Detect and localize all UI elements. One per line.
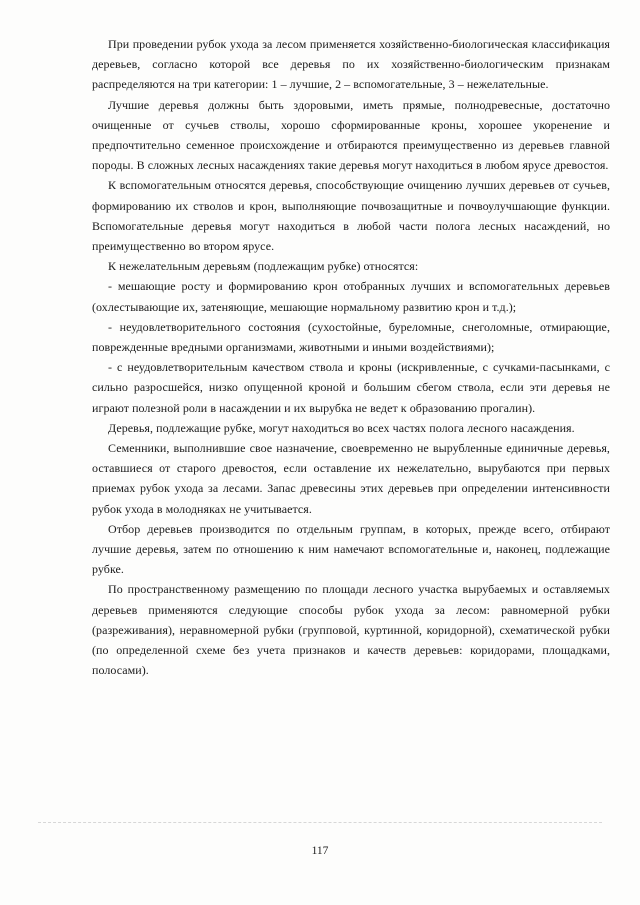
body-text (92, 34, 610, 681)
list-item-poor-condition: - неудовлетворительного состояния (сухостойные, буреломные, снеголомные, отмирающие, поврежденные вредными организмами, животными и иными воздействиями); (92, 319, 610, 355)
paragraph-auxiliary-trees: К вспомогательным относятся деревья, способствующие очищению лучших деревьев от сучьев, формированию их стволов и крон, выполняющие почвозащитные и почвоулучшающие функции. Вспомогательные деревья могут находиться в любой части полога лесных насаждений, но преимущественно во втором ярусе. (92, 178, 610, 254)
paragraph-best-trees: Лучшие деревья должны быть здоровыми, иметь прямые, полнодревесные, достаточно очищенные от сучьев стволы, хорошо сформированные кроны, хорошее укоренение и предпочтительно семенное происхождение и отбираются преимущественно из деревьев главной породы. В сложных лесных насаждениях такие деревья могут находиться в любом ярусе древостоя. (92, 97, 610, 173)
paragraph-spatial-methods: По пространственному размещению по площади лесного участка вырубаемых и оставляемых деревьев применяются следующие способы рубок ухода за лесом: равномерной рубки (разреживания), неравномерной рубки (групповой, куртинной, коридорной), схематической рубки (по определенной схеме без учета признаков и качеств деревьев: коридорами, площадками, полосами). (92, 582, 610, 678)
paragraph-canopy: Деревья, подлежащие рубке, могут находиться во всех частях полога лесного насаждения. (108, 420, 575, 435)
list-item-interfering: - мешающие росту и формированию крон отобранных лучших и вспомогательных деревьев (охлестывающие их, затеняющие, мешающие нормальному развитию крон и т.д.); (92, 279, 610, 314)
list-item-poor-quality: - с неудовлетворительным качеством ствола и кроны (искривленные, с сучками-пасынками, с сильно разросшейся, низко опущенной кроной и большим сбегом ствола, если эти деревья не играют полезной роли в насаждении и их вырубка не ведет к образованию прогалин). (92, 360, 610, 415)
paragraph-undesirable-intro: К нежелательным деревьям (подлежащим рубке) относятся: (108, 259, 419, 274)
paragraph-selection: Отбор деревьев производится по отдельным группам, в которых, прежде всего, отбирают лучшие деревья, затем по отношению к ним намечают вспомогательные и, наконец, подлежащие рубке. (92, 521, 610, 577)
paragraph-classification: При проведении рубок ухода за лесом применяется хозяйственно-биологическая классификация деревьев, согласно которой все деревья по их хозяйственно-биологическим признакам распределяются на три категории: 1 – лучшие, 2 – вспомогательные, 3 – нежелательные. (92, 37, 610, 92)
paragraph-seed-trees: Семенники, выполнившие свое назначение, своевременно не вырубленные единичные деревья, оставшиеся от старого древостоя, если оставление их нежелательно, вырубаются при первых приемах рубок ухода за лесами. Запас древесины этих деревьев при определении интенсивности рубок ухода в молодняках не учитывается. (92, 441, 610, 516)
page-number: 117 (311, 845, 329, 857)
scan-artifact-line (38, 822, 602, 823)
